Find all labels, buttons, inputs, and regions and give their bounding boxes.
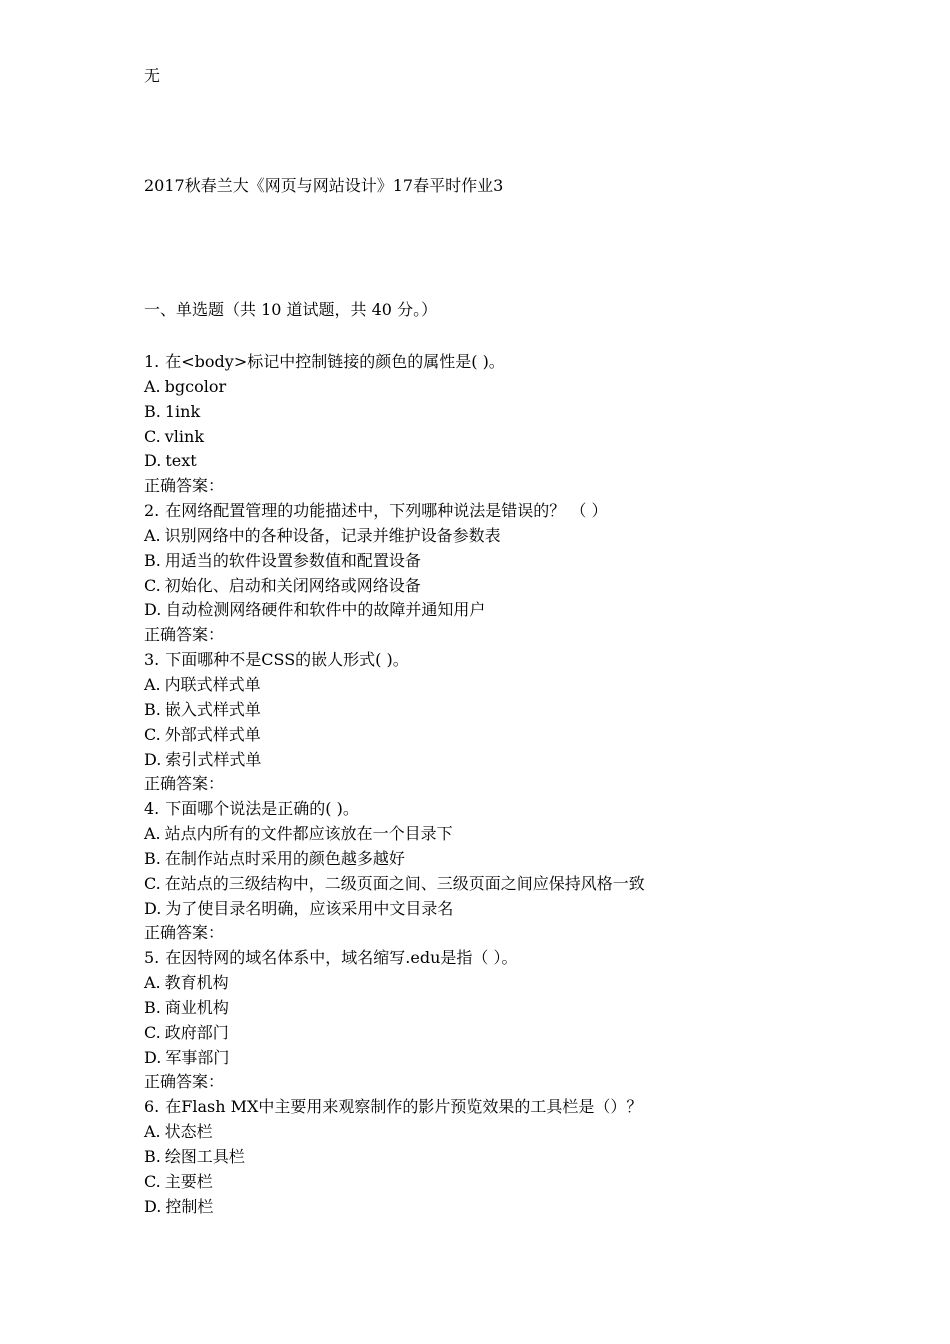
option-text: 用适当的软件设置参数值和配置设备 <box>164 550 421 570</box>
option-a <box>144 524 904 549</box>
option-letter: D. <box>144 1047 162 1067</box>
question-text: 在<body>标记中控制链接的颜色的属性是( )。 <box>165 352 505 371</box>
option-letter: C. <box>144 1022 161 1042</box>
question-text: 在因特网的域名体系中，域名缩写.edu是指（ ）。 <box>165 948 518 968</box>
question-number: 3. <box>144 650 160 670</box>
option-text: bgcolor <box>164 376 227 396</box>
option-text: 自动检测网络硬件和软件中的故障并通知用户 <box>165 600 486 620</box>
option-c <box>144 1021 904 1046</box>
question-text: 在网络配置管理的功能描述中，下列哪种说法是错误的？ （ ） <box>165 501 608 521</box>
option-c <box>144 723 904 748</box>
question-list <box>144 350 904 1220</box>
option-d <box>144 449 904 474</box>
section-heading: 一、单选题（共 10 道试题，共 40 分。） <box>144 300 438 319</box>
top-note: 无 <box>144 66 161 85</box>
question-stem <box>144 350 904 375</box>
option-a <box>144 822 904 847</box>
option-letter: A. <box>144 973 161 993</box>
option-text: 内联式样式单 <box>164 674 261 694</box>
option-letter: D. <box>144 600 162 620</box>
option-letter: A. <box>144 824 161 844</box>
option-d <box>144 598 904 623</box>
option-b <box>144 549 904 574</box>
option-text: 识别网络中的各种设备，记录并维护设备参数表 <box>164 525 501 545</box>
option-b <box>144 996 904 1021</box>
option-text: 在制作站点时采用的颜色越多越好 <box>164 848 405 868</box>
option-text: 外部式样式单 <box>164 724 261 744</box>
option-d <box>144 748 904 773</box>
question-4 <box>144 797 904 946</box>
question-3 <box>144 648 904 797</box>
option-text: 绘图工具栏 <box>164 1147 245 1166</box>
option-letter: D. <box>144 749 162 769</box>
answer-label: 正确答案： <box>144 1072 225 1092</box>
option-text: 初始化、启动和关闭网络或网络设备 <box>164 575 421 595</box>
option-letter: B. <box>144 401 161 421</box>
option-text: 索引式样式单 <box>165 749 262 769</box>
option-letter: B. <box>144 848 161 868</box>
option-text: 在站点的三级结构中，二级页面之间、三级页面之间应保持风格一致 <box>164 873 645 893</box>
option-letter: C. <box>144 426 161 446</box>
option-a <box>144 971 904 996</box>
question-number: 6. <box>144 1097 160 1117</box>
answer-label: 正确答案： <box>144 476 225 496</box>
option-letter: B. <box>144 699 161 719</box>
option-letter: C. <box>144 1171 161 1191</box>
question-stem <box>144 499 904 524</box>
option-a <box>144 673 904 698</box>
question-5 <box>144 946 904 1095</box>
option-text: vlink <box>164 426 205 446</box>
document-title: 2017秋春兰大《网页与网站设计》17春平时作业3 <box>144 176 504 195</box>
option-letter: B. <box>144 1147 161 1166</box>
question-text: 下面哪种不是CSS的嵌人形式( )。 <box>165 650 409 670</box>
question-number: 5. <box>144 948 160 968</box>
option-letter: D. <box>144 1196 162 1216</box>
option-text: 政府部门 <box>164 1022 229 1042</box>
option-text: 状态栏 <box>164 1122 213 1142</box>
option-letter: B. <box>144 997 161 1017</box>
option-letter: A. <box>144 674 161 694</box>
option-text: 商业机构 <box>164 997 229 1017</box>
question-stem <box>144 797 904 822</box>
option-b <box>144 698 904 723</box>
question-2 <box>144 499 904 648</box>
option-c <box>144 574 904 599</box>
option-d <box>144 897 904 922</box>
option-letter: D. <box>144 451 162 471</box>
question-stem <box>144 648 904 673</box>
option-letter: D. <box>144 898 162 918</box>
question-1 <box>144 350 904 499</box>
question-text: 在Flash MX中主要用来观察制作的影片预览效果的工具栏是（）？ <box>165 1097 643 1117</box>
option-text: 主要栏 <box>164 1171 213 1191</box>
option-text: 控制栏 <box>165 1196 214 1216</box>
option-text: 站点内所有的文件都应该放在一个目录下 <box>164 824 453 844</box>
option-text: 1ink <box>164 401 201 421</box>
option-text: 嵌入式样式单 <box>164 699 261 719</box>
answer-label: 正确答案： <box>144 923 225 943</box>
question-stem <box>144 1095 904 1120</box>
option-letter: C. <box>144 873 161 893</box>
option-letter: A. <box>144 376 161 396</box>
question-number: 2. <box>144 501 160 521</box>
option-c <box>144 1170 904 1195</box>
answer-label: 正确答案： <box>144 774 225 794</box>
option-text: 教育机构 <box>164 973 229 993</box>
option-letter: B. <box>144 550 161 570</box>
option-d <box>144 1195 904 1220</box>
option-b <box>144 400 904 425</box>
option-d <box>144 1046 904 1071</box>
option-letter: C. <box>144 575 161 595</box>
option-c <box>144 872 904 897</box>
option-text: text <box>165 451 197 471</box>
option-letter: C. <box>144 724 161 744</box>
question-stem <box>144 946 904 971</box>
question-number: 1. <box>144 352 160 371</box>
question-text: 下面哪个说法是正确的( )。 <box>165 799 359 819</box>
option-letter: A. <box>144 525 161 545</box>
option-text: 军事部门 <box>165 1047 230 1067</box>
option-a <box>144 1120 904 1145</box>
question-number: 4. <box>144 799 160 819</box>
option-a <box>144 375 904 400</box>
option-c <box>144 425 904 450</box>
option-b <box>144 1145 904 1170</box>
option-text: 为了使目录名明确，应该采用中文目录名 <box>165 898 454 918</box>
answer-label: 正确答案： <box>144 625 225 645</box>
option-b <box>144 847 904 872</box>
question-6 <box>144 1095 904 1219</box>
option-letter: A. <box>144 1122 161 1142</box>
